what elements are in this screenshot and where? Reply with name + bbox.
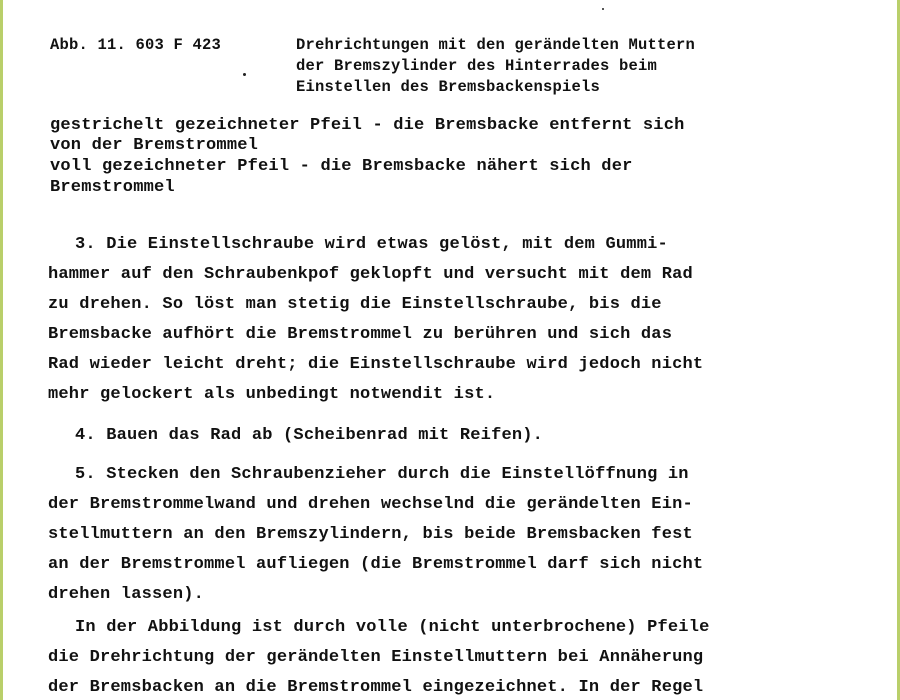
paragraph-line-2: die Drehrichtung der gerändelten Einstellmuttern bei Annäherung xyxy=(48,648,704,667)
paragraph-line-1: In der Abbildung ist durch volle (nicht unterbrochene) Pfeile xyxy=(75,618,710,637)
legend-line-4: Bremstrommel xyxy=(50,178,175,197)
step-3-line-1: 3. Die Einstellschraube wird etwas gelöst, mit dem Gummi- xyxy=(75,235,668,254)
step-3-line-4: Bremsbacke aufhört die Bremstrommel zu berühren und sich das xyxy=(48,325,673,344)
step-5-line-3: stellmuttern an den Bremszylindern, bis beide Bremsbacken fest xyxy=(48,525,693,544)
step-3-line-5: Rad wieder leicht dreht; die Einstellschraube wird jedoch nicht xyxy=(48,355,704,374)
figure-id: Abb. 11. 603 F 423 xyxy=(50,36,222,54)
step-5-line-1: 5. Stecken den Schraubenzieher durch die Einstellöffnung in xyxy=(75,465,689,484)
step-3-line-2: hammer auf den Schraubenkpof geklopft und versucht mit dem Rad xyxy=(48,265,693,284)
step-4-line-1: 4. Bauen das Rad ab (Scheibenrad mit Reifen). xyxy=(75,426,544,445)
step-5-line-4: an der Bremstrommel aufliegen (die Bremstrommel darf sich nicht xyxy=(48,555,704,574)
step-3-line-6: mehr gelockert als unbedingt notwendit ist. xyxy=(48,385,496,404)
legend-line-3: voll gezeichneter Pfeil - die Bremsbacke nähert sich der xyxy=(50,157,633,176)
legend-line-2: von der Bremstrommel xyxy=(50,136,259,155)
scan-speck xyxy=(243,73,246,76)
step-5-line-5: drehen lassen). xyxy=(48,585,205,604)
paragraph-line-3: der Bremsbacken an die Bremstrommel eingezeichnet. In der Regel xyxy=(48,678,704,697)
caption-line-3: Einstellen des Bremsbackenspiels xyxy=(296,78,601,96)
caption-line-1: Drehrichtungen mit den gerändelten Muttern xyxy=(296,36,696,54)
caption-line-2: der Bremszylinder des Hinterrades beim xyxy=(296,57,658,75)
step-5-line-2: der Bremstrommelwand und drehen wechselnd die gerändelten Ein- xyxy=(48,495,693,514)
step-3-line-3: zu drehen. So löst man stetig die Einstellschraube, bis die xyxy=(48,295,662,314)
scan-speck xyxy=(602,8,604,10)
legend-line-1: gestrichelt gezeichneter Pfeil - die Bremsbacke entfernt sich xyxy=(50,116,685,135)
